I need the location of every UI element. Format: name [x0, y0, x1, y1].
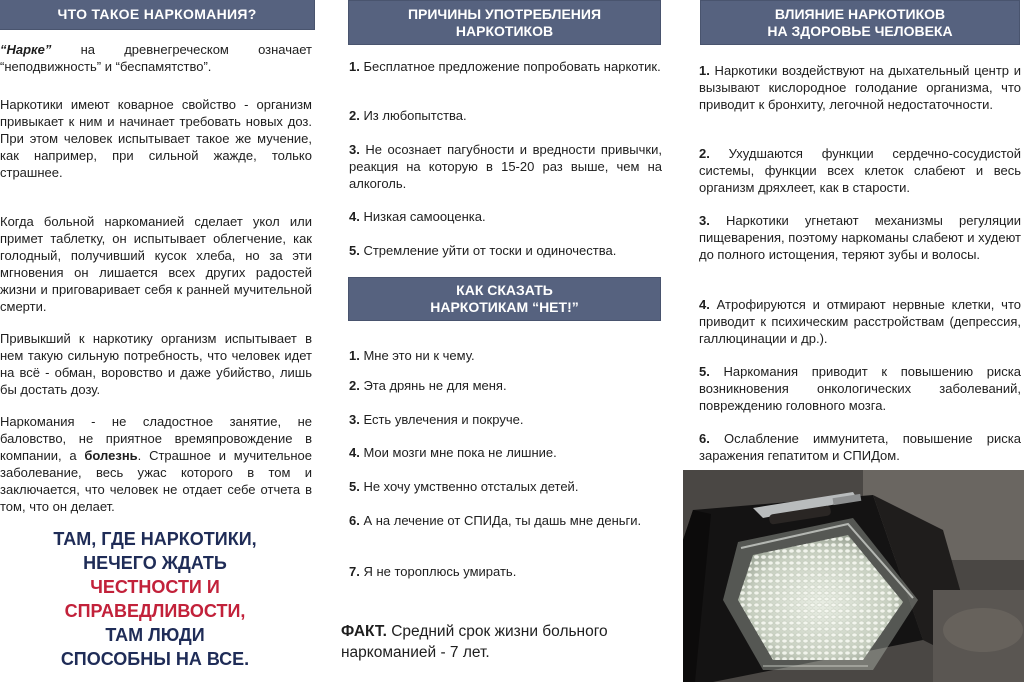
- paragraph-disease-a: Наркомания - не сладостное занятие, не баловство, не приятное времяпровождение в компании, а: [0, 414, 312, 463]
- header-reasons-line-1: ПРИЧИНЫ УПОТРЕБЛЕНИЯ: [407, 6, 602, 22]
- answer-item: [349, 377, 662, 394]
- paragraph-dependence-text: Привыкший к наркотику организм испытывает в нем такую сильную потребность, что человек идет на всё - обман, воровство и даже убийство, лишь бы достать дозу.: [0, 331, 312, 397]
- etymology-rest: на древнегреческом означает “неподвижность” и “беспамятство”.: [0, 42, 312, 74]
- answer-num: 1.: [349, 348, 360, 363]
- effect-item: [699, 430, 1021, 464]
- effect-num: 6.: [699, 431, 710, 446]
- paragraph-disease-b: . Страшное и мучительное заболевание, весь ужас которого в том и заключается, что человек не отдает себе отчета в том, что он делает.: [0, 448, 312, 514]
- fact-text: Средний срок жизни больного наркоманией - 7 лет.: [341, 623, 608, 661]
- header-say-no-line-2: НАРКОТИКАМ “НЕТ!”: [430, 299, 579, 315]
- paragraph-disease: [0, 413, 312, 515]
- effect-text: Наркомания приводит к повышению риска возникновения онкологических заболеваний, повреждению головного мозга.: [699, 364, 1021, 413]
- effect-text: Наркотики воздействуют на дыхательный центр и вызывают кислородное голодание организма, что приводит к бронхиту, легочной недостаточности.: [699, 63, 1021, 112]
- reason-text: Бесплатное предложение попробовать наркотик.: [359, 59, 661, 74]
- answer-item: [349, 347, 662, 364]
- reason-num: 4.: [349, 209, 360, 224]
- header-reasons: [349, 1, 660, 44]
- reason-item: [349, 141, 662, 192]
- reason-num: 1.: [349, 59, 360, 74]
- answer-num: 3.: [349, 412, 360, 427]
- answer-num: 6.: [349, 513, 360, 528]
- effect-num: 2.: [699, 146, 710, 161]
- header-health-effects-line-1: ВЛИЯНИЕ НАРКОТИКОВ: [774, 6, 946, 22]
- slogan-line-3: ЧЕСТНОСТИ И: [90, 577, 220, 597]
- paragraph-disease-bold: болезнь: [84, 448, 138, 463]
- effect-num: 3.: [699, 213, 710, 228]
- answer-text: Эта дрянь не для меня.: [359, 378, 507, 393]
- reason-text: Низкая самооценка.: [359, 209, 486, 224]
- answer-text: Мои мозги мне пока не лишние.: [359, 445, 557, 460]
- slogan-line-4: СПРАВЕДЛИВОСТИ,: [64, 601, 246, 621]
- reason-item: [349, 58, 662, 75]
- header-what-is-addiction: [0, 0, 314, 29]
- paragraph-addiction-property-text: Наркотики имеют коварное свойство - организм привыкает к ним и начинает требовать новых доз. При этом человек испытывает такое же мучение, как например, при сильной жажде, только страшнее.: [0, 97, 312, 180]
- paragraph-dependence: [0, 330, 312, 398]
- effect-num: 1.: [699, 63, 710, 78]
- header-say-no-line-1: КАК СКАЗАТЬ: [456, 282, 553, 298]
- header-what-is-addiction-text: ЧТО ТАКОЕ НАРКОМАНИЯ?: [57, 6, 257, 22]
- answer-text: А на лечение от СПИДа, ты дашь мне деньги.: [359, 513, 642, 528]
- answer-num: 5.: [349, 479, 360, 494]
- reason-text: Не осознает пагубности и вредности привычки, реакция на которую в 15-20 раз выше, чем на алкоголь.: [349, 142, 662, 191]
- reason-num: 2.: [349, 108, 360, 123]
- answer-text: Я не тороплюсь умирать.: [359, 564, 517, 579]
- effect-num: 5.: [699, 364, 710, 379]
- paragraph-etymology: [0, 41, 312, 75]
- header-health-effects: [701, 1, 1019, 44]
- slogan-line-5: ТАМ ЛЮДИ: [105, 625, 205, 645]
- header-health-effects-line-2: НА ЗДОРОВЬЕ ЧЕЛОВЕКА: [767, 23, 953, 39]
- slogan-line-6: СПОСОБНЫ НА ВСЕ.: [60, 649, 250, 669]
- header-reasons-line-2: НАРКОТИКОВ: [455, 23, 554, 39]
- pills-bag-photo: [683, 470, 1024, 682]
- paragraph-relief-text: Когда больной наркоманией сделает укол или примет таблетку, он испытывает облегчение, как голодный, получивший кусок хлеба, но за эти мгновения он лишается всех других радостей жизни и приговаривает себя к ранней мучительной смерти.: [0, 214, 312, 314]
- effect-text: Ослабление иммунитета, повышение риска заражения гепатитом и СПИДом.: [699, 431, 1021, 463]
- effect-item: [699, 145, 1021, 196]
- effect-text: Атрофируются и отмирают нервные клетки, что приводит к психическим расстройствам (депрессия, галлюцинации и др.).: [699, 297, 1021, 346]
- answer-text: Мне это ни к чему.: [359, 348, 475, 363]
- effect-item: [699, 363, 1021, 414]
- slogan-line-1: ТАМ, ГДЕ НАРКОТИКИ,: [53, 529, 257, 549]
- answer-item: [349, 563, 662, 580]
- answer-num: 4.: [349, 445, 360, 460]
- header-say-no: [349, 278, 660, 320]
- reason-num: 5.: [349, 243, 360, 258]
- etymology-word: “Нарке”: [0, 42, 52, 57]
- answer-num: 7.: [349, 564, 360, 579]
- paragraph-relief: [0, 213, 312, 315]
- effect-item: [699, 212, 1021, 263]
- reason-text: Из любопытства.: [359, 108, 467, 123]
- slogan-line-2: НЕЧЕГО ЖДАТЬ: [83, 553, 227, 573]
- effect-text: Ухудшаются функции сердечно-сосудистой системы, функции всех клеток слабеют и весь организм дряхлеет, как в старости.: [699, 146, 1021, 195]
- paragraph-addiction-property: [0, 96, 312, 181]
- fact-block: [341, 621, 671, 663]
- fact-label: ФАКТ.: [341, 623, 387, 640]
- answer-item: [349, 411, 662, 428]
- answer-item: [349, 444, 662, 461]
- answer-num: 2.: [349, 378, 360, 393]
- effect-item: [699, 62, 1021, 113]
- answer-text: Не хочу умственно отсталых детей.: [359, 479, 579, 494]
- slogan: [20, 527, 290, 671]
- effect-text: Наркотики угнетают механизмы регуляции пищеварения, поэтому наркоманы слабеют и худеют до полного истощения, теряют зубы и волосы.: [699, 213, 1021, 262]
- reason-num: 3.: [349, 142, 360, 157]
- answer-item: [349, 512, 662, 529]
- answer-text: Есть увлечения и покруче.: [359, 412, 524, 427]
- reason-item: [349, 208, 662, 225]
- answer-item: [349, 478, 662, 495]
- effect-item: [699, 296, 1021, 347]
- pills-bag-illustration: [683, 470, 1024, 682]
- reason-item: [349, 107, 662, 124]
- reason-item: [349, 242, 662, 259]
- reason-text: Стремление уйти от тоски и одиночества.: [359, 243, 617, 258]
- effect-num: 4.: [699, 297, 710, 312]
